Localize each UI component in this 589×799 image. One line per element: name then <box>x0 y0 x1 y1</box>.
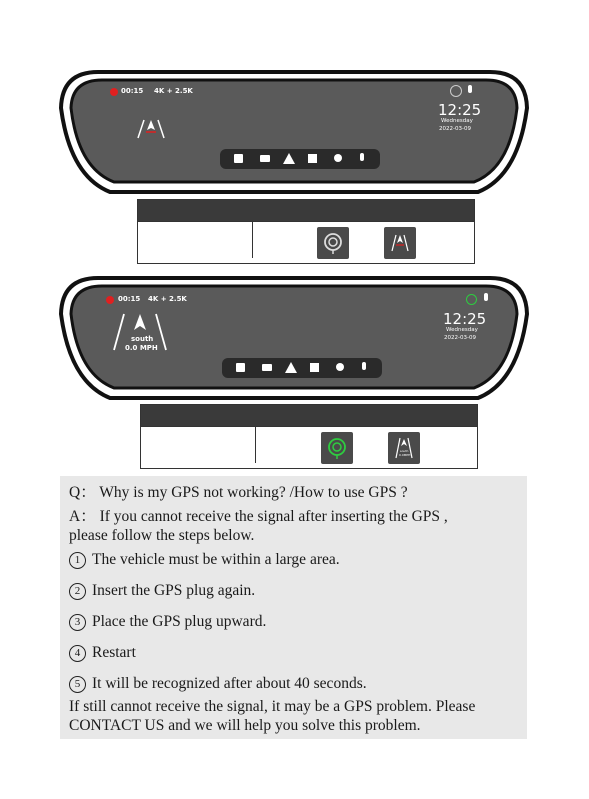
faq-question: Q： Why is my GPS not working? /How to use GPS ? <box>69 484 408 501</box>
gps-road-icon <box>388 432 420 464</box>
mini-speed-label: 0.0MPH <box>399 453 411 457</box>
faq-answer-line2: please follow the steps below. <box>69 527 255 544</box>
clock-time: 12:25 <box>443 310 487 328</box>
step-number: 4 <box>69 645 86 662</box>
record-indicator-icon <box>110 88 118 96</box>
faq-step-3 <box>69 612 266 631</box>
record-time: 00:15 <box>118 295 141 303</box>
mini-direction-label: south <box>400 449 409 453</box>
faq-step-4 <box>69 643 136 662</box>
table-cell-icons <box>253 222 474 258</box>
table-row <box>138 221 474 258</box>
speed-label: 0.0 MPH <box>125 344 158 352</box>
date-label: 2022-03-09 <box>444 335 476 341</box>
weekday-label: Wednesday <box>441 118 473 124</box>
table-cell-empty <box>141 427 256 463</box>
gps-on-icon <box>321 432 353 464</box>
gps-status-icon <box>450 85 462 97</box>
microphone-icon <box>484 293 488 301</box>
step-text: The vehicle must be within a large area. <box>92 551 340 568</box>
resolution-label: 4K + 2.5K <box>154 87 193 95</box>
resolution-label: 4K + 2.5K <box>148 295 187 303</box>
faq-step-5 <box>69 674 367 693</box>
table-cell-empty <box>138 222 253 258</box>
comparison-table-2 <box>140 404 478 469</box>
dashcam-screen-gps-active <box>58 274 530 404</box>
date-label: 2022-03-09 <box>439 126 471 132</box>
faq-footer-line1: If still cannot receive the signal, it may be a GPS problem. Please <box>69 698 476 715</box>
table-header <box>138 200 474 221</box>
record-time: 00:15 <box>121 87 144 95</box>
record-indicator-icon <box>106 296 114 304</box>
faq-step-1 <box>69 550 340 569</box>
step-number: 1 <box>69 552 86 569</box>
gps-active-icon <box>466 294 477 305</box>
table-header <box>141 405 477 426</box>
step-text: Place the GPS plug upward. <box>92 613 267 630</box>
comparison-table-1 <box>137 199 475 264</box>
faq-answer-line1: A： If you cannot receive the signal after inserting the GPS , <box>69 508 448 525</box>
no-gps-road-icon <box>384 227 416 259</box>
faq-step-2 <box>69 581 255 600</box>
microphone-icon <box>468 85 472 93</box>
faq-footer-line2: CONTACT US and we will help you solve this problem. <box>69 717 421 734</box>
step-number: 3 <box>69 614 86 631</box>
weekday-label: Wednesday <box>446 327 478 333</box>
clock-time: 12:25 <box>438 101 482 119</box>
step-text: Restart <box>92 644 136 661</box>
step-number: 5 <box>69 676 86 693</box>
dashcam-screen-no-gps <box>58 68 530 198</box>
table-row <box>141 426 477 463</box>
gps-off-icon <box>317 227 349 259</box>
table-cell-icons <box>256 427 477 463</box>
direction-label: south <box>131 335 154 343</box>
step-text: Insert the GPS plug again. <box>92 582 256 599</box>
step-text: It will be recognized after about 40 seconds. <box>92 675 367 692</box>
step-number: 2 <box>69 583 86 600</box>
gps-faq-panel <box>60 476 527 739</box>
